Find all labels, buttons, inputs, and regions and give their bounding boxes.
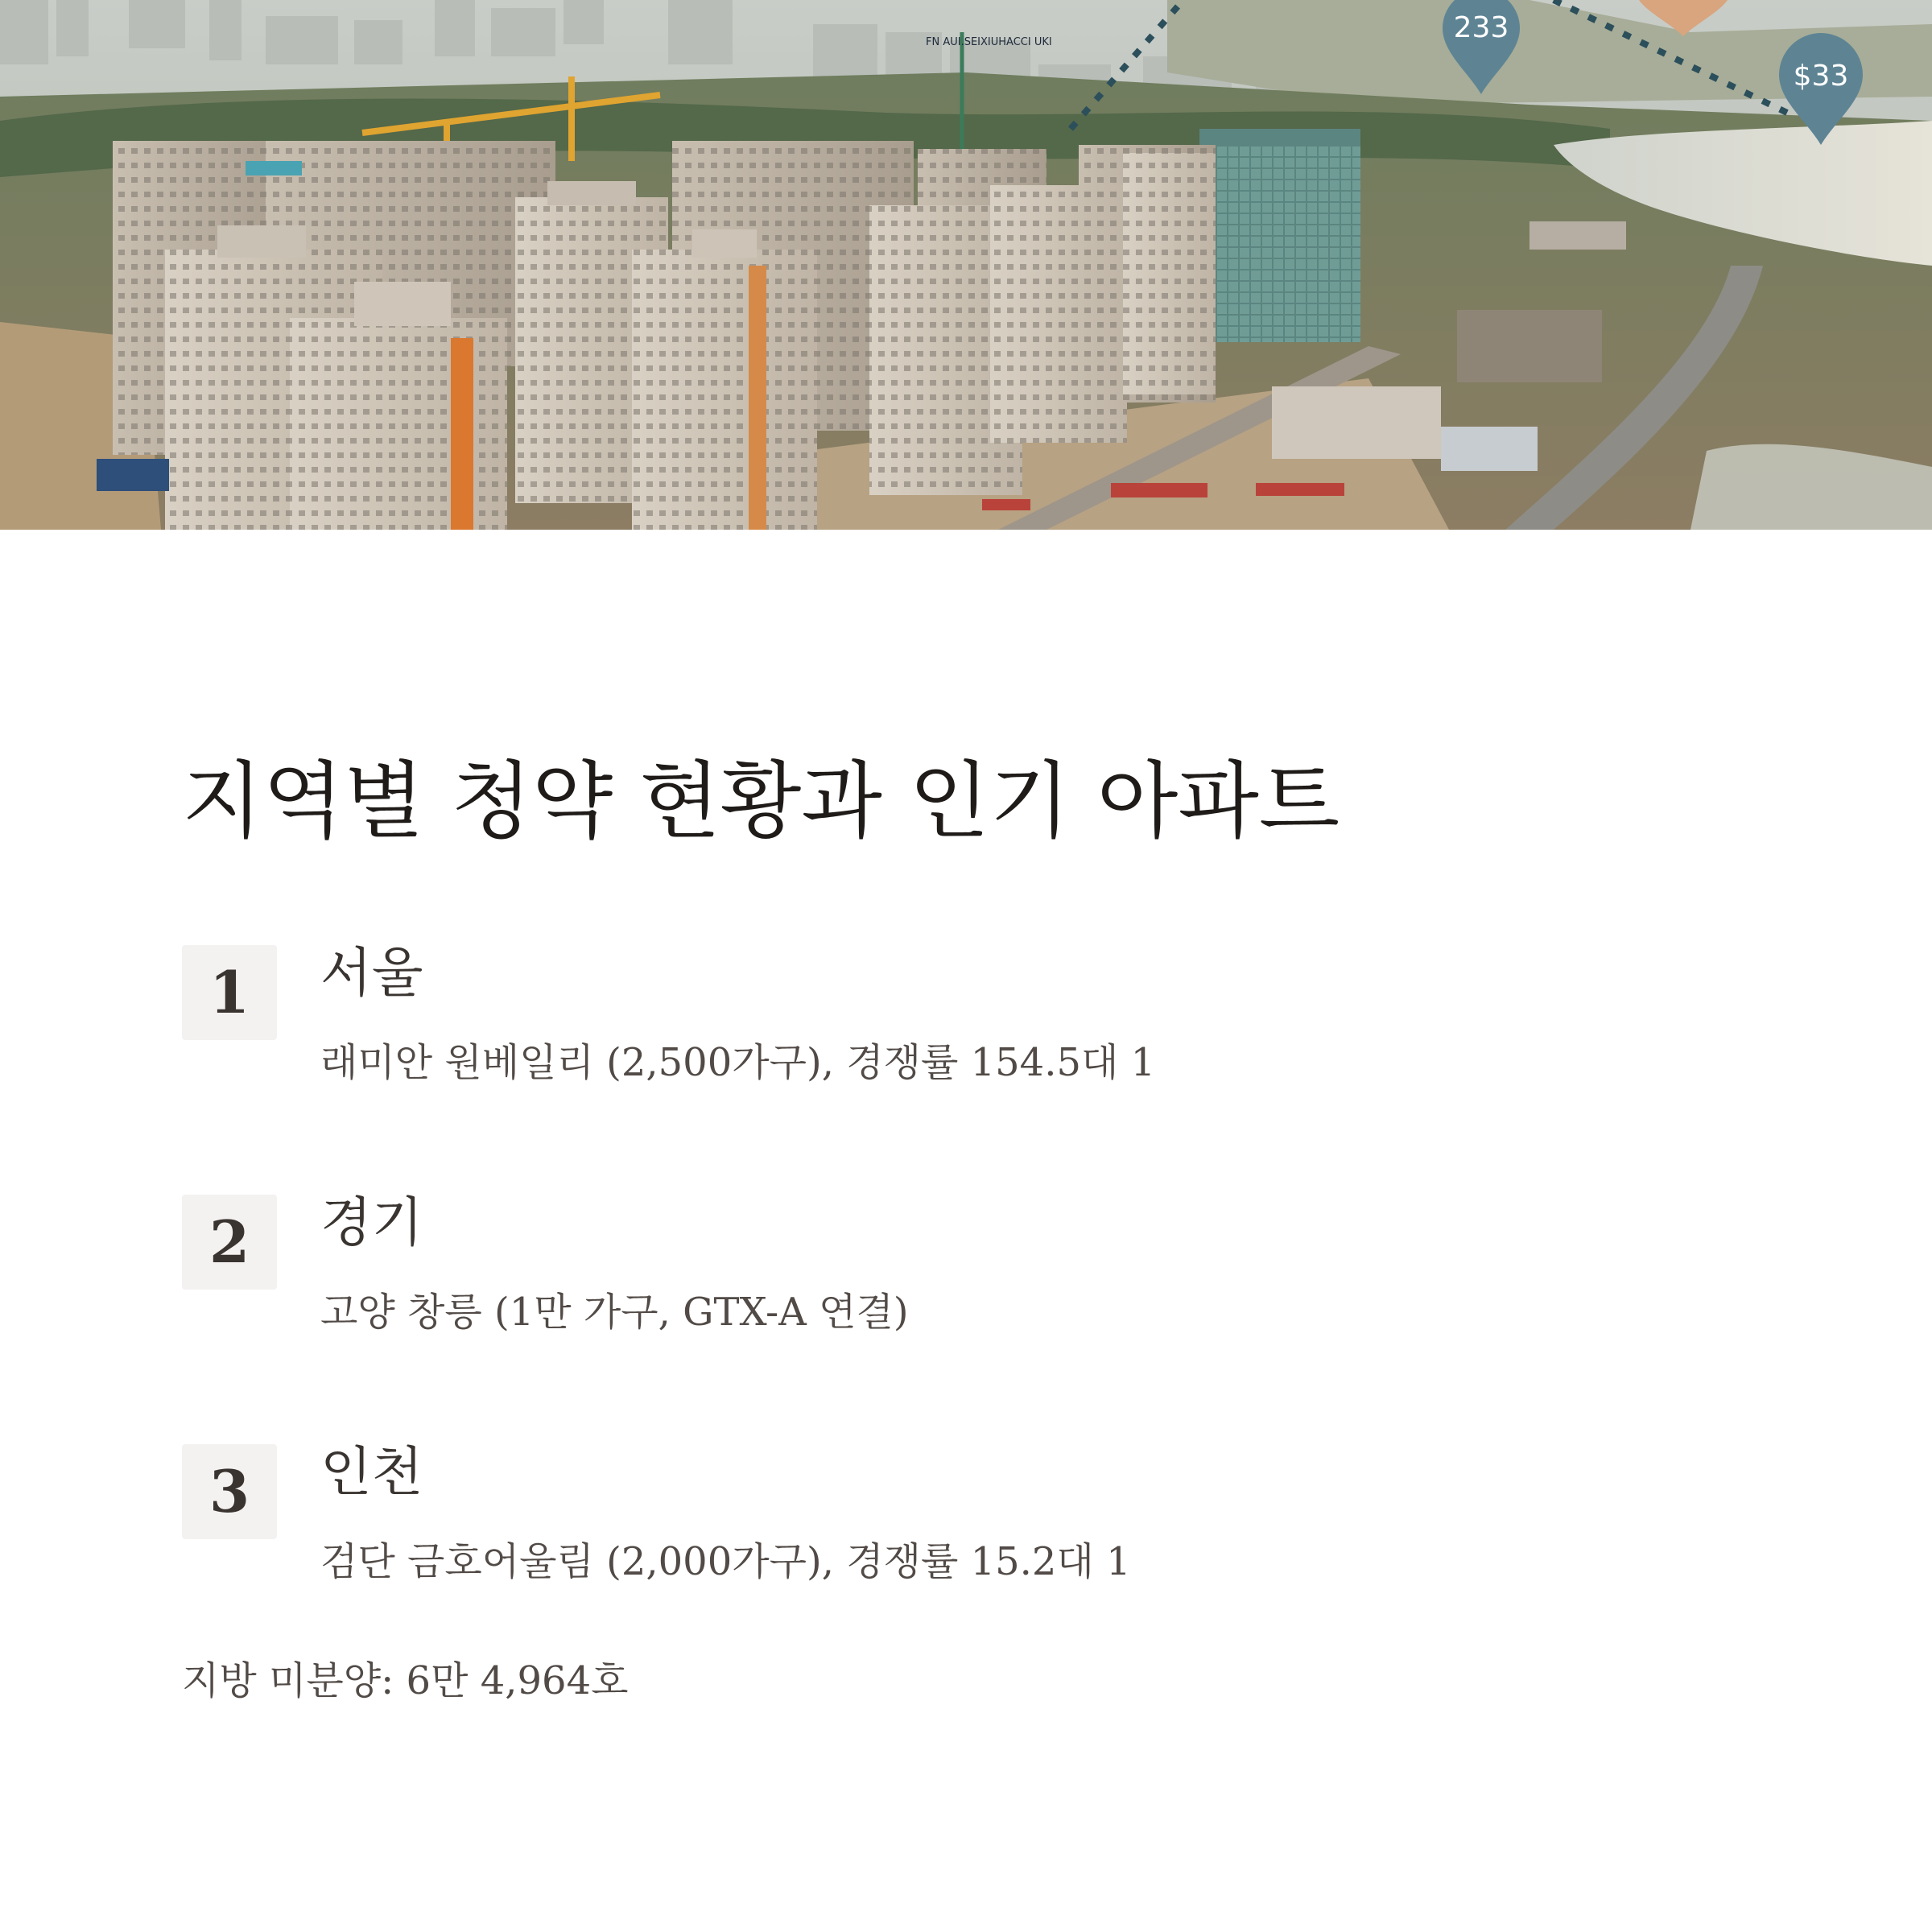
- item-number: 3: [208, 1457, 250, 1525]
- list-item: [182, 1191, 1752, 1356]
- item-region: 경기: [320, 1191, 423, 1253]
- sign-text: FN AUI.SEIXIUHACCI UKI: [926, 36, 1052, 48]
- item-detail: 고양 창릉 (1만 가구, GTX-A 연결): [320, 1290, 909, 1335]
- list-item: [182, 1441, 1752, 1605]
- list-item: [182, 942, 1752, 1106]
- page-title: 지역별 청약 현황과 인기 아파트: [182, 752, 1340, 850]
- item-number: 1: [208, 958, 250, 1026]
- item-region: 서울: [320, 942, 423, 1004]
- pin-label: $33: [1793, 60, 1849, 93]
- footer-note: 지방 미분양: 6만 4,964호: [182, 1658, 629, 1703]
- pin-label: 233: [1453, 11, 1509, 44]
- number-badge: [182, 1195, 277, 1290]
- number-badge: [182, 945, 277, 1040]
- item-detail: 검단 금호어울림 (2,000가구), 경쟁률 15.2대 1: [320, 1539, 1131, 1584]
- item-number: 2: [208, 1208, 250, 1276]
- item-region: 인천: [320, 1441, 423, 1503]
- number-badge: [182, 1444, 277, 1539]
- item-detail: 래미안 원베일리 (2,500가구), 경쟁률 154.5대 1: [320, 1040, 1156, 1085]
- hero-image: [0, 0, 1932, 530]
